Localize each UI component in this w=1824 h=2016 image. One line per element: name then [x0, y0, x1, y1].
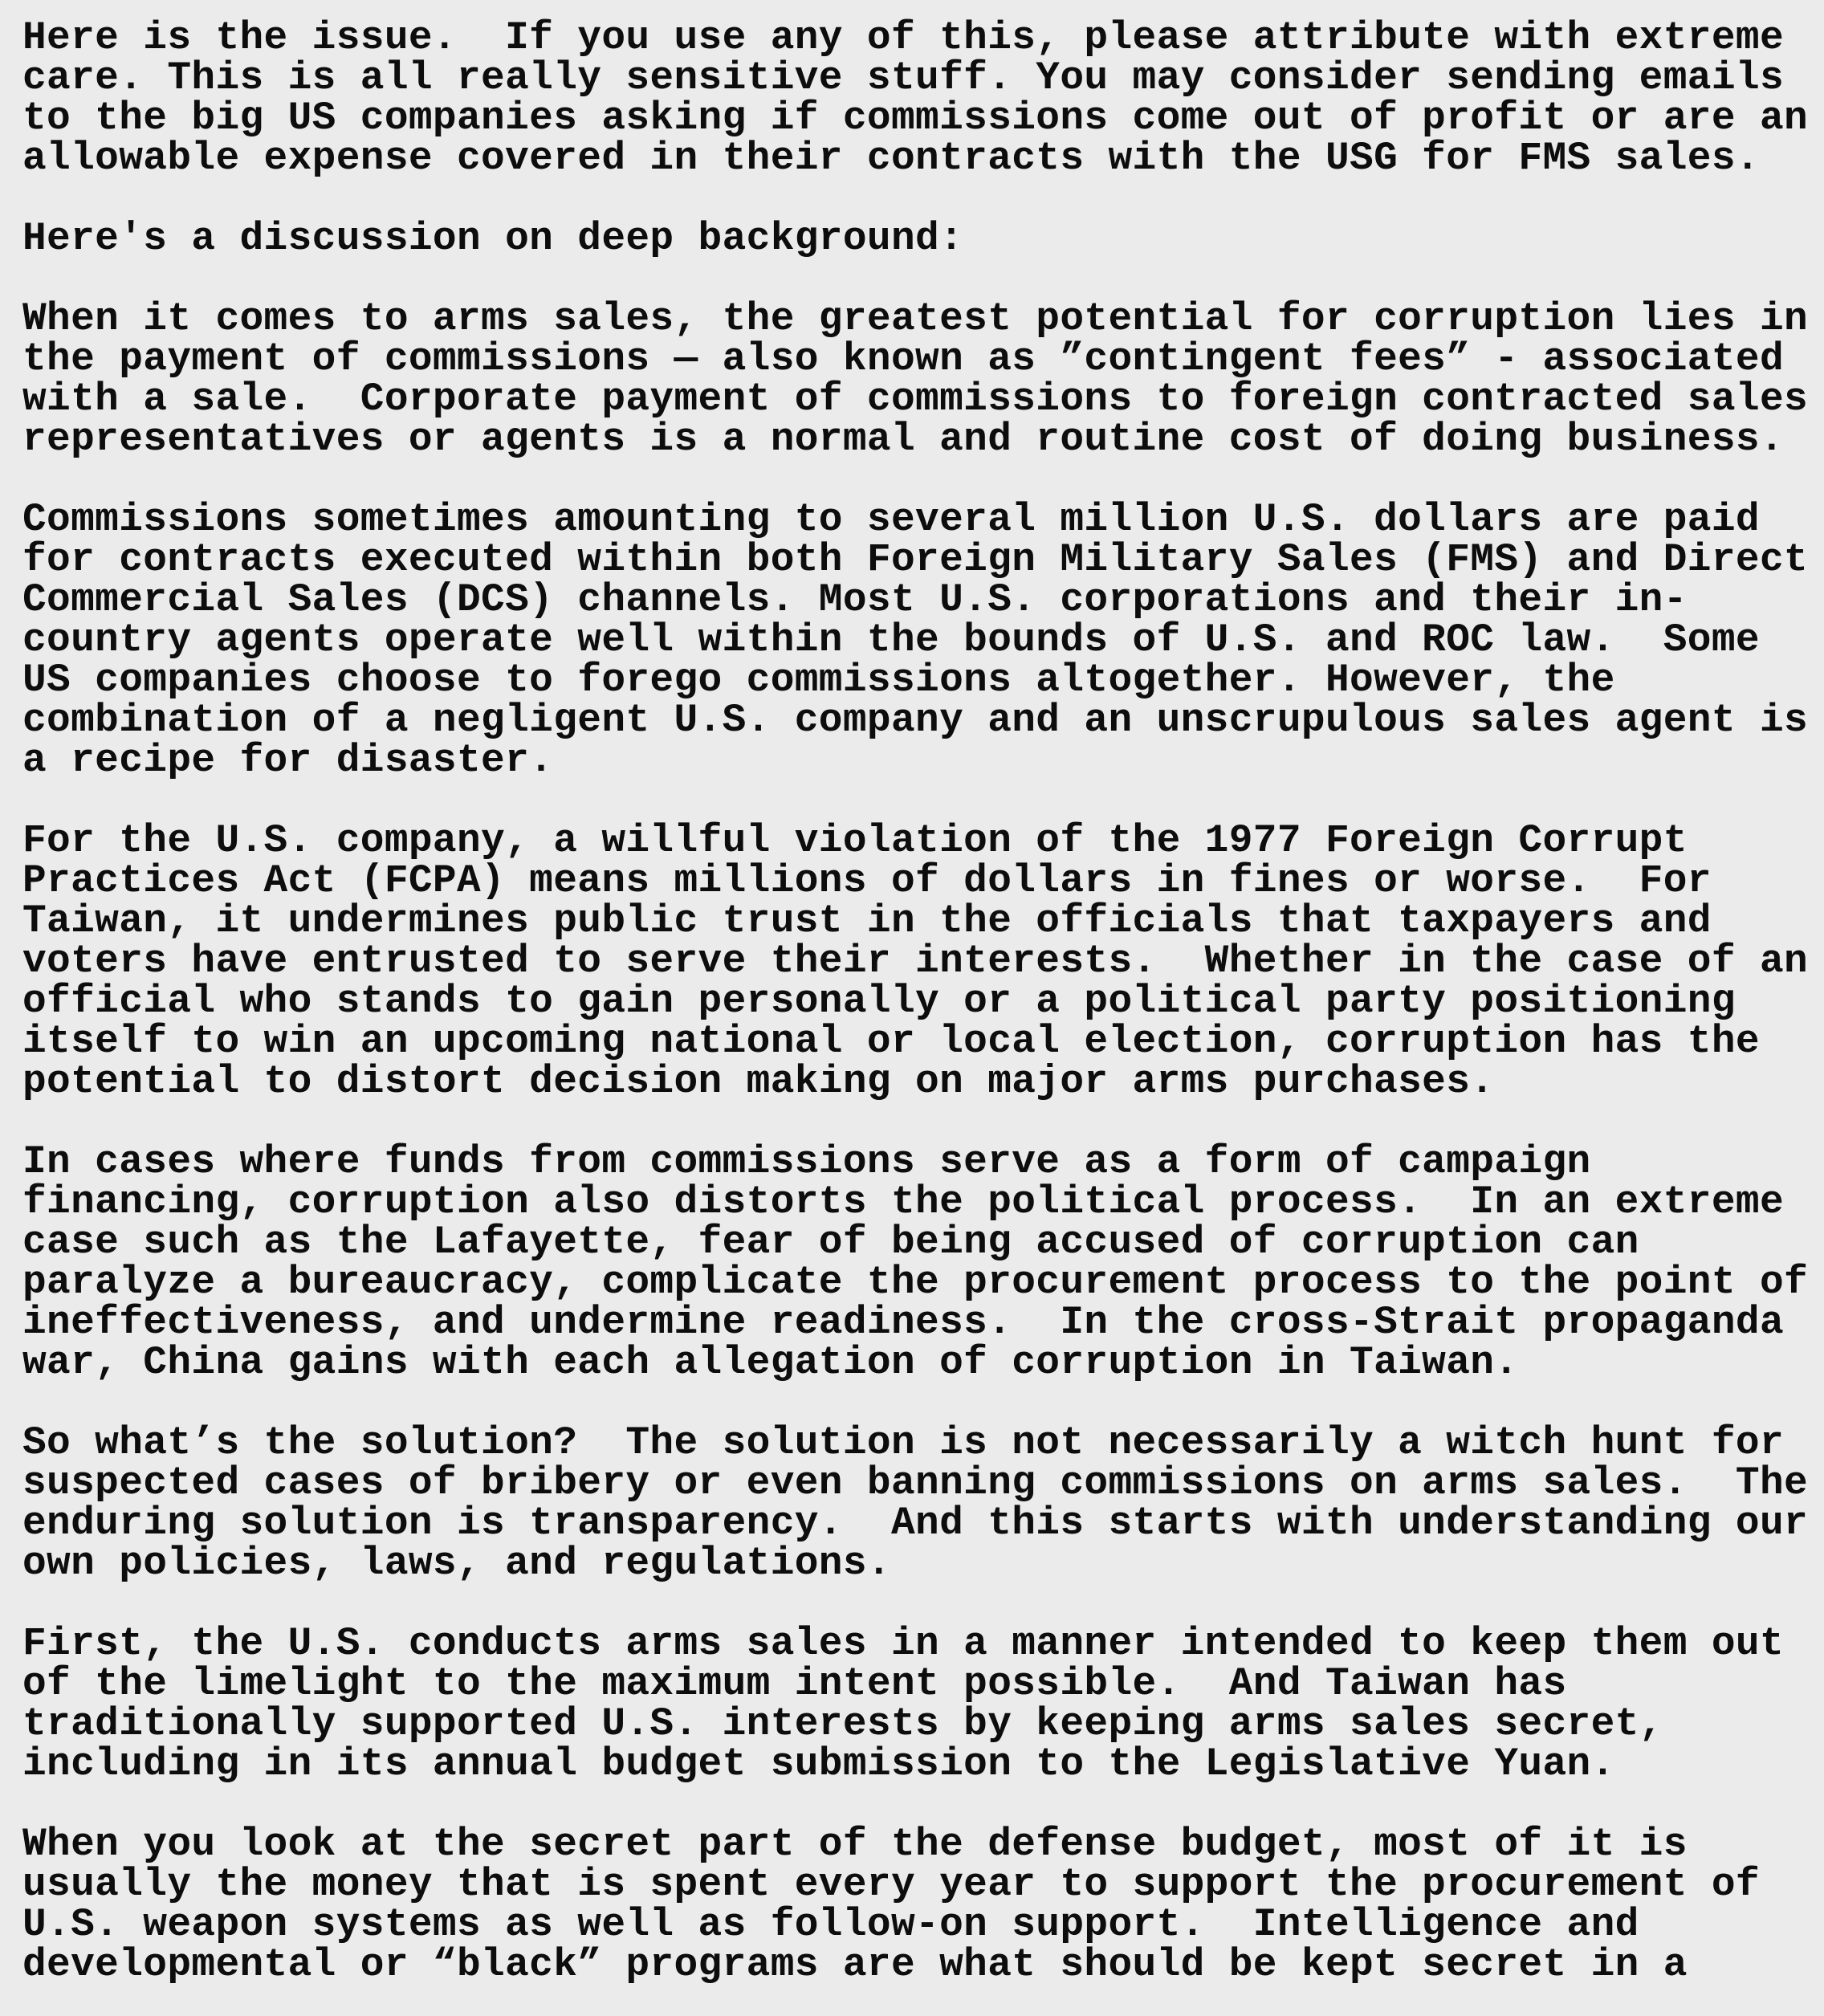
paragraph	[22, 1824, 1805, 1985]
paragraph	[22, 296, 1809, 462]
paragraph	[22, 1623, 1805, 1784]
text-line: war, China gains with each allegation of corruption in Taiwan.	[22, 1340, 1519, 1385]
paragraph	[22, 1139, 1809, 1385]
text-line: Practices Act (FCPA) means millions of dollars in fines or worse. For	[22, 858, 1712, 903]
text-line: a recipe for disaster.	[22, 738, 554, 783]
text-line: For the U.S. company, a willful violation of the 1977 Foreign Corrupt	[22, 818, 1688, 863]
paragraph	[22, 497, 1809, 783]
text-line: including in its annual budget submission to the Legislative Yuan.	[22, 1741, 1615, 1786]
document-body	[22, 15, 1809, 2016]
text-line: care. This is all really sensitive stuff. You may consider sending emails	[22, 55, 1785, 100]
text-line: suspected cases of bribery or even banning commissions on arms sales. The	[22, 1460, 1809, 1505]
text-line: itself to win an upcoming national or local election, corruption has the	[22, 1019, 1760, 1064]
text-line: usually the money that is spent every year to support the procurement of	[22, 1862, 1760, 1907]
text-line: When you look at the secret part of the defense budget, most of it is	[22, 1822, 1688, 1867]
text-line: developmental or “black” programs are what should be kept secret in a	[22, 1942, 1688, 1987]
text-line: for contracts executed within both Foreign Military Sales (FMS) and Direct	[22, 537, 1809, 582]
text-line: country agents operate well within the bounds of U.S. and ROC law. Some	[22, 617, 1760, 662]
text-line: case such as the Lafayette, fear of being accused of corruption can	[22, 1220, 1639, 1265]
text-line: allowable expense covered in their contracts with the USG for FMS sales.	[22, 136, 1760, 181]
text-line: financing, corruption also distorts the political process. In an extreme	[22, 1179, 1785, 1224]
paragraph	[22, 15, 1809, 181]
text-line: US companies choose to forego commissions altogether. However, the	[22, 658, 1615, 703]
text-line: Here is the issue. If you use any of this, please attribute with extreme	[22, 15, 1785, 60]
text-line: voters have entrusted to serve their interests. Whether in the case of an	[22, 939, 1809, 984]
text-line: combination of a negligent U.S. company and an unscrupulous sales agent is	[22, 698, 1809, 743]
text-line: to the big US companies asking if commissions come out of profit or are an	[22, 96, 1809, 141]
text-line: When it comes to arms sales, the greatest potential for corruption lies in	[22, 296, 1809, 341]
paragraph	[22, 1420, 1809, 1586]
paragraph	[22, 218, 1805, 259]
text-line: U.S. weapon systems as well as follow-on support. Intelligence and	[22, 1902, 1639, 1947]
paragraph	[22, 818, 1809, 1104]
text-line: representatives or agents is a normal and routine cost of doing business.	[22, 417, 1785, 462]
text-line: paralyze a bureaucracy, complicate the procurement process to the point of	[22, 1260, 1809, 1305]
text-line: Commissions sometimes amounting to several million U.S. dollars are paid	[22, 497, 1760, 542]
text-line: ineffectiveness, and undermine readiness. In the cross-Strait propaganda	[22, 1300, 1785, 1345]
text-line: of the limelight to the maximum intent possible. And Taiwan has	[22, 1661, 1567, 1706]
text-line: the payment of commissions — also known as ”contingent fees” - associated	[22, 336, 1785, 381]
text-line: Taiwan, it undermines public trust in the officials that taxpayers and	[22, 898, 1712, 943]
text-line: traditionally supported U.S. interests by keeping arms sales secret,	[22, 1701, 1663, 1746]
text-line: potential to distort decision making on major arms purchases.	[22, 1059, 1495, 1104]
text-line: So what’s the solution? The solution is not necessarily a witch hunt for	[22, 1420, 1785, 1465]
text-line: First, the U.S. conducts arms sales in a manner intended to keep them out	[22, 1621, 1785, 1666]
text-line: enduring solution is transparency. And this starts with understanding our	[22, 1501, 1809, 1546]
text-line: official who stands to gain personally or a political party positioning	[22, 979, 1736, 1024]
text-line: Commercial Sales (DCS) channels. Most U.S. corporations and their in-	[22, 577, 1688, 622]
text-line: own policies, laws, and regulations.	[22, 1541, 891, 1586]
text-line: Here's a discussion on deep background:	[22, 216, 964, 261]
text-line: In cases where funds from commissions serve as a form of campaign	[22, 1139, 1591, 1184]
text-line: with a sale. Corporate payment of commissions to foreign contracted sales	[22, 377, 1809, 422]
